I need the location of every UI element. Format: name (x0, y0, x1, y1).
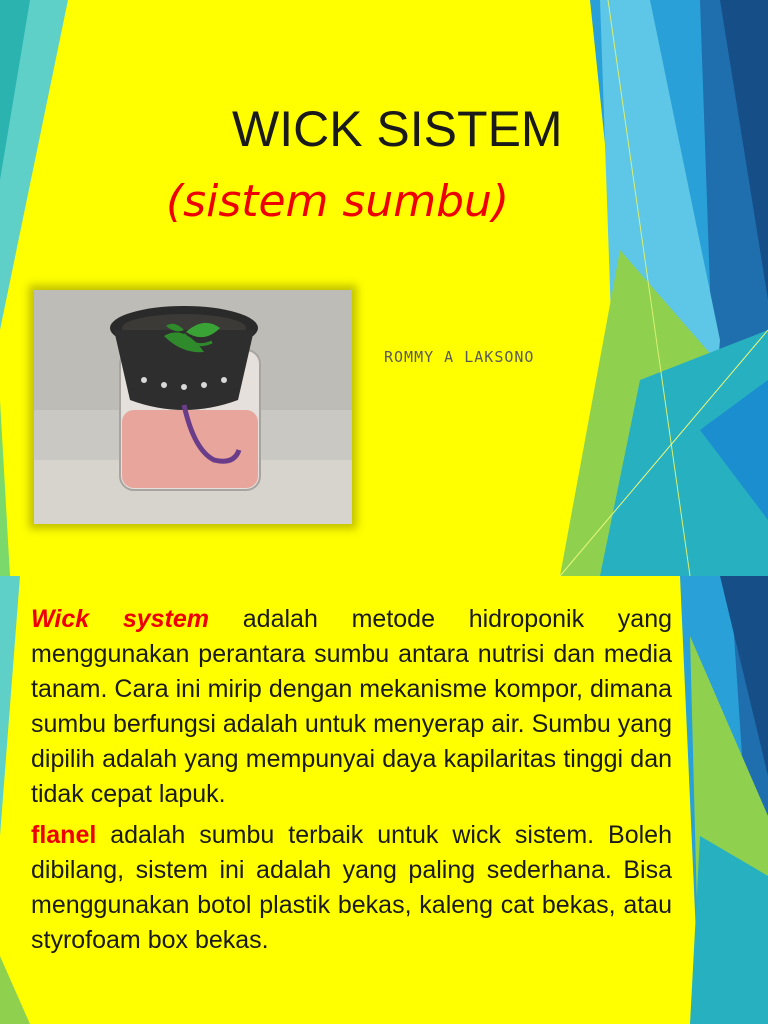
term-wick-system: Wick system (31, 605, 210, 633)
term-flanel: flanel (31, 821, 97, 849)
paragraph-1-text: adalah metode hidroponik yang menggunakan perantara sumbu antara nutrisi dan media tanam. Cara ini mirip dengan mekanisme kompor, dimana sumbu berfungsi adalah untuk menyerap air. Sumbu yang dipilih adalah yang mempunyai daya kapilaritas tinggi dan tidak cepat lapuk. (31, 605, 673, 808)
paragraph-wick-system (31, 602, 672, 812)
plant-container-image (34, 290, 352, 524)
slide-subtitle: (sistem sumbu) (166, 176, 510, 227)
author-name: ROMMY A LAKSONO (384, 348, 535, 366)
paragraph-flanel (31, 818, 672, 958)
body-text (31, 602, 672, 964)
slide-title: WICK SISTEM (232, 101, 563, 157)
plant-photo (34, 290, 352, 524)
content-slide (0, 576, 768, 1024)
paragraph-2-text: adalah sumbu terbaik untuk wick sistem. Boleh dibilang, sistem ini adalah yang paling sederhana. Bisa menggunakan botol plastik bekas, kaleng cat bekas, atau styrofoam box bekas. (31, 821, 672, 954)
